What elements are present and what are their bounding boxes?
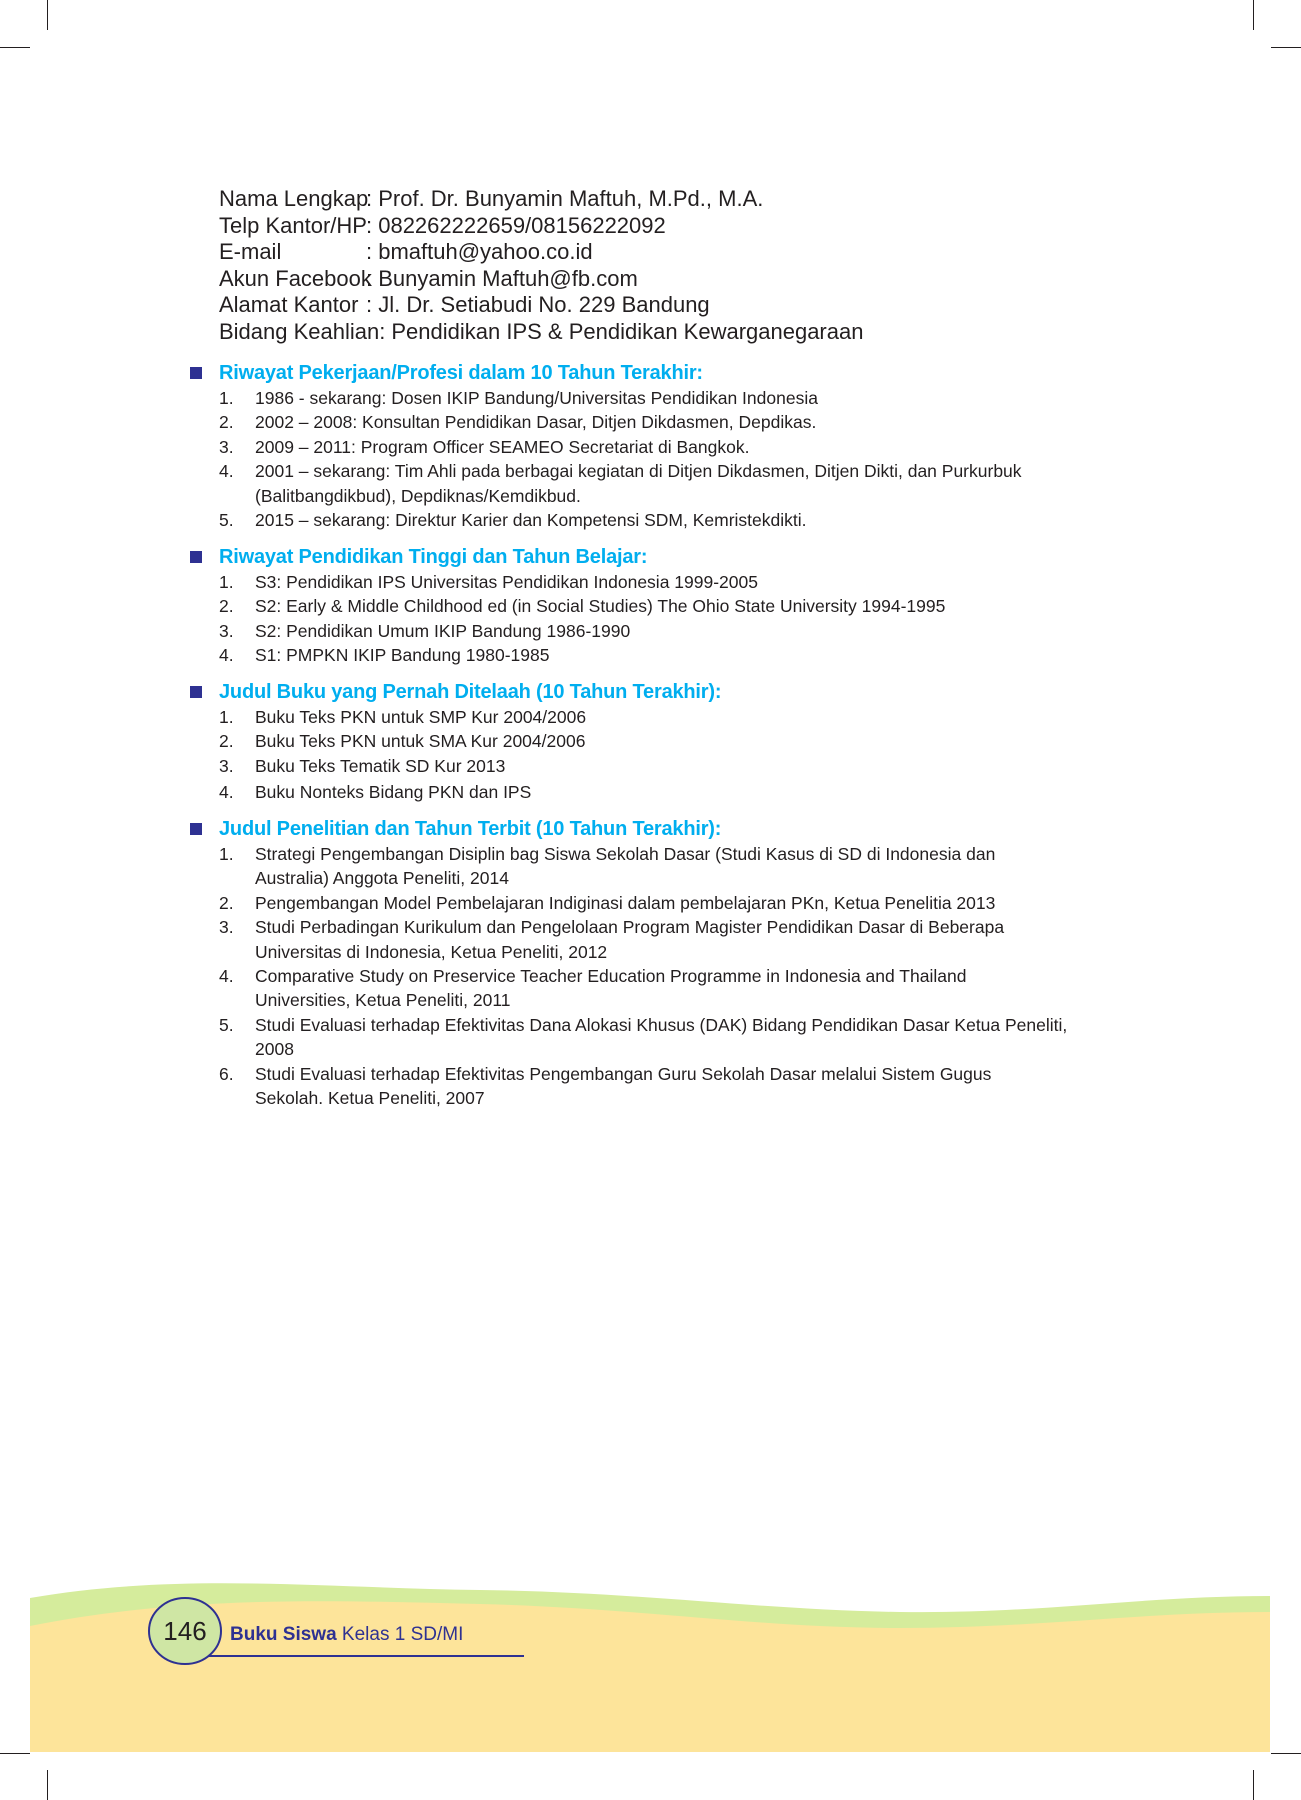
section-title: Judul Penelitian dan Tahun Terbit (10 Tahun Terakhir): — [219, 817, 722, 840]
item-number: 2. — [219, 892, 234, 913]
book-title-bold: Buku Siswa — [230, 1624, 337, 1645]
item-text: Buku Teks Tematik SD Kur 2013 — [255, 755, 506, 776]
item-number: 3. — [219, 917, 234, 938]
section-title: Riwayat Pekerjaan/Profesi dalam 10 Tahun Terakhir: — [219, 361, 703, 384]
item-text: Studi Perbadingan Kurikulum dan Pengelolaan Program Magister Pendidikan Dasar di Beberapa Universitas di Indonesia, Ketua Peneliti, 2012 — [255, 917, 1005, 962]
profile-value: Pendidikan IPS & Pendidikan Kewarganegaraan — [391, 318, 864, 344]
profile-label: Nama Lengkap — [219, 186, 369, 211]
book-title — [230, 1624, 463, 1646]
item-number: 4. — [219, 461, 234, 482]
profile-value: : Jl. Dr. Setiabudi No. 229 Bandung — [366, 292, 710, 318]
item-number: 2. — [219, 412, 234, 433]
item-text: Comparative Study on Preservice Teacher Education Programme in Indonesia and Thailand Universities, Ketua Peneliti, 2011 — [255, 966, 967, 1011]
item-number: 2. — [219, 731, 234, 752]
item-number: 3. — [219, 620, 234, 641]
profile-value: : Bunyamin Maftuh@fb.com — [366, 265, 638, 291]
profile-value: : 082262222659/08156222092 — [366, 212, 666, 238]
item-text: Strategi Pengembangan Disiplin bag Siswa Sekolah Dasar (Studi Kasus di SD di Indonesia dan Australia) Anggota Peneliti, 2014 — [255, 844, 996, 889]
item-number: 1. — [219, 707, 234, 727]
item-text: 2001 – sekarang: Tim Ahli pada berbagai kegiatan di Ditjen Dikdasmen, Ditjen Dikti, dan Purkurbuk (Balitbangdikbud), Depdiknas/Kemdikbud. — [255, 461, 1022, 506]
item-text: Studi Evaluasi terhadap Efektivitas Dana Alokasi Khusus (DAK) Bidang Pendidikan Dasar Ketua Peneliti, 2008 — [255, 1014, 1068, 1060]
item-number: 4. — [219, 966, 234, 987]
item-text: S3: Pendidikan IPS Universitas Pendidikan Indonesia 1999-2005 — [255, 572, 758, 592]
profile-label: Akun Facebook — [219, 265, 372, 291]
section-title: Judul Buku yang Pernah Ditelaah (10 Tahun Terakhir): — [219, 680, 722, 703]
item-text: 2015 – sekarang: Direktur Karier dan Kompetensi SDM, Kemristekdikti. — [255, 510, 807, 531]
item-text: 2009 – 2011: Program Officer SEAMEO Secretariat di Bangkok. — [255, 436, 750, 457]
profile-label: Telp Kantor/HP — [219, 212, 367, 238]
item-text: Buku Teks PKN untuk SMA Kur 2004/2006 — [255, 731, 586, 752]
item-number: 4. — [219, 645, 234, 666]
item-text: 2002 – 2008: Konsultan Pendidikan Dasar, Ditjen Dikdasmen, Depdikas. — [255, 412, 817, 433]
book-title-rest: Kelas 1 SD/MI — [336, 1624, 464, 1645]
section-title: Riwayat Pendidikan Tinggi dan Tahun Belajar: — [219, 545, 648, 568]
item-number: 6. — [219, 1063, 234, 1084]
item-text: 1986 - sekarang: Dosen IKIP Bandung/Universitas Pendidikan Indonesia — [255, 388, 818, 408]
item-number: 4. — [219, 782, 234, 803]
item-text: Pengembangan Model Pembelajaran Indiginasi dalam pembelajaran PKn, Ketua Penelitia 2013 — [255, 892, 996, 913]
item-number: 5. — [219, 510, 234, 531]
profile-label: Alamat Kantor — [219, 292, 359, 318]
item-number: 1. — [219, 572, 234, 592]
item-text: Buku Nonteks Bidang PKN dan IPS — [255, 782, 532, 803]
item-text: S1: PMPKN IKIP Bandung 1980-1985 — [255, 645, 550, 666]
profile-value: : Prof. Dr. Bunyamin Maftuh, M.Pd., M.A. — [366, 186, 764, 211]
profile-value: : bmaftuh@yahoo.co.id — [366, 239, 593, 265]
item-number: 3. — [219, 436, 234, 457]
profile-label: E-mail — [219, 239, 282, 265]
page-number: 146 — [163, 1616, 207, 1646]
item-number: 1. — [219, 388, 234, 408]
item-number: 5. — [219, 1014, 234, 1035]
item-text: S2: Pendidikan Umum IKIP Bandung 1986-1990 — [255, 620, 631, 641]
item-number: 3. — [219, 755, 234, 776]
profile-label: Bidang Keahlian: — [219, 318, 386, 344]
item-text: S2: Early & Middle Childhood ed (in Social Studies) The Ohio State University 1994-1995 — [255, 596, 946, 617]
item-text: Buku Teks PKN untuk SMP Kur 2004/2006 — [255, 707, 587, 727]
item-number: 1. — [219, 844, 234, 864]
item-text: Studi Evaluasi terhadap Efektivitas Pengembangan Guru Sekolah Dasar melalui Sistem Gugus Sekolah. Ketua Peneliti, 2007 — [255, 1063, 992, 1109]
item-number: 2. — [219, 596, 234, 617]
